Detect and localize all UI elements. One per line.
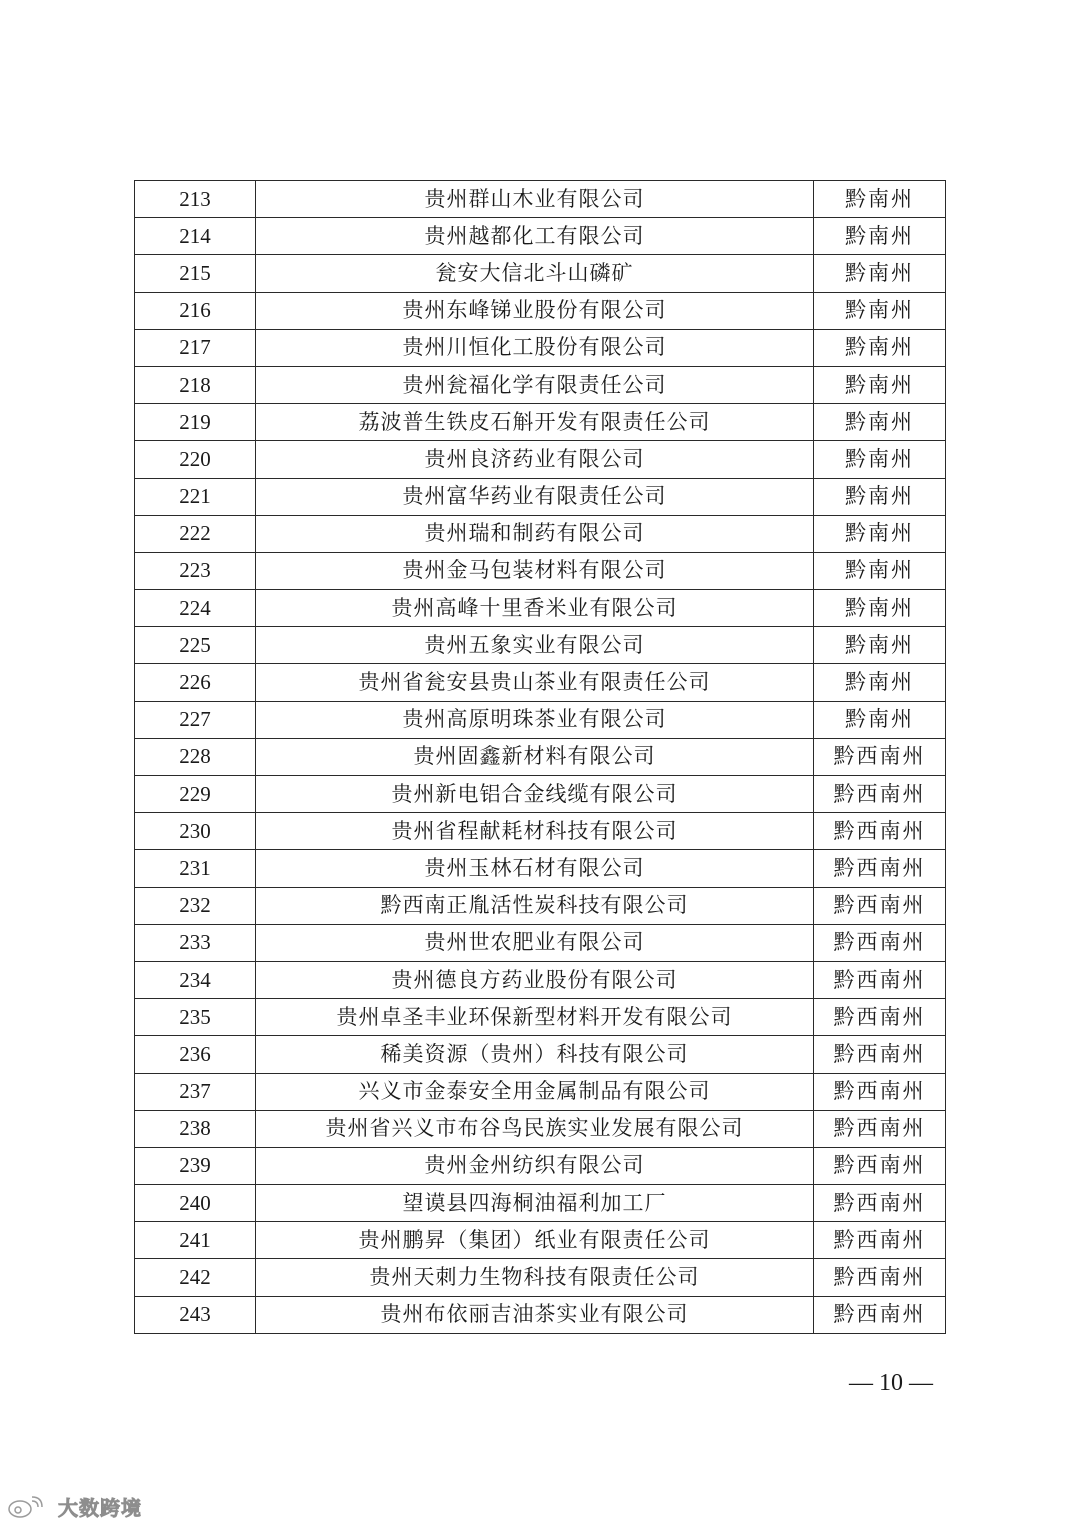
row-number-cell: 238 xyxy=(135,1110,256,1147)
region-cell: 黔南州 xyxy=(814,590,946,627)
table-row xyxy=(135,664,946,701)
company-name-cell: 贵州天刺力生物科技有限责任公司 xyxy=(256,1259,814,1296)
region-cell: 黔南州 xyxy=(814,552,946,589)
row-number-cell: 225 xyxy=(135,627,256,664)
region-cell: 黔南州 xyxy=(814,478,946,515)
table-row xyxy=(135,1036,946,1073)
region-cell: 黔西南州 xyxy=(814,961,946,998)
row-number-cell: 227 xyxy=(135,701,256,738)
row-number-cell: 222 xyxy=(135,515,256,552)
table-row xyxy=(135,255,946,292)
region-cell: 黔南州 xyxy=(814,218,946,255)
company-name-cell: 贵州高原明珠茶业有限公司 xyxy=(256,701,814,738)
table-row xyxy=(135,850,946,887)
table-body xyxy=(135,181,946,1334)
watermark-text: 大数跨境 xyxy=(58,1496,142,1520)
company-name-cell: 贵州群山木业有限公司 xyxy=(256,181,814,218)
table-row xyxy=(135,1185,946,1222)
region-cell: 黔西南州 xyxy=(814,1259,946,1296)
region-cell: 黔西南州 xyxy=(814,850,946,887)
company-name-cell: 贵州世农肥业有限公司 xyxy=(256,924,814,961)
table-row xyxy=(135,515,946,552)
region-cell: 黔南州 xyxy=(814,181,946,218)
company-name-cell: 贵州新电铝合金线缆有限公司 xyxy=(256,776,814,813)
table-row xyxy=(135,329,946,366)
row-number-cell: 242 xyxy=(135,1259,256,1296)
row-number-cell: 219 xyxy=(135,404,256,441)
row-number-cell: 243 xyxy=(135,1296,256,1333)
table-row xyxy=(135,1259,946,1296)
table-row xyxy=(135,181,946,218)
row-number-cell: 213 xyxy=(135,181,256,218)
region-cell: 黔西南州 xyxy=(814,1185,946,1222)
company-name-cell: 贵州卓圣丰业环保新型材料开发有限公司 xyxy=(256,999,814,1036)
table-row xyxy=(135,1110,946,1147)
table-row xyxy=(135,1222,946,1259)
region-cell: 黔南州 xyxy=(814,366,946,403)
row-number-cell: 226 xyxy=(135,664,256,701)
table-row xyxy=(135,366,946,403)
region-cell: 黔南州 xyxy=(814,515,946,552)
company-name-cell: 瓮安大信北斗山磷矿 xyxy=(256,255,814,292)
row-number-cell: 216 xyxy=(135,292,256,329)
company-name-cell: 贵州省兴义市布谷鸟民族实业发展有限公司 xyxy=(256,1110,814,1147)
region-cell: 黔西南州 xyxy=(814,1073,946,1110)
company-name-cell: 贵州固鑫新材料有限公司 xyxy=(256,738,814,775)
company-name-cell: 黔西南正胤活性炭科技有限公司 xyxy=(256,887,814,924)
row-number-cell: 233 xyxy=(135,924,256,961)
company-name-cell: 贵州越都化工有限公司 xyxy=(256,218,814,255)
region-cell: 黔西南州 xyxy=(814,1296,946,1333)
row-number-cell: 234 xyxy=(135,961,256,998)
company-name-cell: 荔波普生铁皮石斛开发有限责任公司 xyxy=(256,404,814,441)
row-number-cell: 235 xyxy=(135,999,256,1036)
row-number-cell: 224 xyxy=(135,590,256,627)
row-number-cell: 214 xyxy=(135,218,256,255)
region-cell: 黔南州 xyxy=(814,255,946,292)
region-cell: 黔西南州 xyxy=(814,776,946,813)
region-cell: 黔南州 xyxy=(814,404,946,441)
region-cell: 黔南州 xyxy=(814,441,946,478)
row-number-cell: 236 xyxy=(135,1036,256,1073)
company-name-cell: 贵州瓮福化学有限责任公司 xyxy=(256,366,814,403)
region-cell: 黔西南州 xyxy=(814,999,946,1036)
row-number-cell: 241 xyxy=(135,1222,256,1259)
row-number-cell: 217 xyxy=(135,329,256,366)
row-number-cell: 218 xyxy=(135,366,256,403)
company-name-cell: 贵州鹏昇（集团）纸业有限责任公司 xyxy=(256,1222,814,1259)
table-row xyxy=(135,441,946,478)
company-name-cell: 贵州玉林石材有限公司 xyxy=(256,850,814,887)
page-number: — 10 — xyxy=(849,1370,933,1396)
row-number-cell: 223 xyxy=(135,552,256,589)
region-cell: 黔南州 xyxy=(814,292,946,329)
company-name-cell: 贵州川恒化工股份有限公司 xyxy=(256,329,814,366)
region-cell: 黔南州 xyxy=(814,627,946,664)
watermark xyxy=(6,1492,142,1521)
table-row xyxy=(135,404,946,441)
region-cell: 黔南州 xyxy=(814,664,946,701)
company-name-cell: 稀美资源（贵州）科技有限公司 xyxy=(256,1036,814,1073)
region-cell: 黔西南州 xyxy=(814,1110,946,1147)
region-cell: 黔西南州 xyxy=(814,813,946,850)
table-row xyxy=(135,813,946,850)
table-row xyxy=(135,924,946,961)
table-row xyxy=(135,627,946,664)
region-cell: 黔南州 xyxy=(814,701,946,738)
table-row xyxy=(135,1296,946,1333)
row-number-cell: 229 xyxy=(135,776,256,813)
region-cell: 黔西南州 xyxy=(814,1222,946,1259)
row-number-cell: 239 xyxy=(135,1147,256,1184)
company-name-cell: 贵州东峰锑业股份有限公司 xyxy=(256,292,814,329)
row-number-cell: 220 xyxy=(135,441,256,478)
company-name-cell: 望谟县四海桐油福利加工厂 xyxy=(256,1185,814,1222)
company-name-cell: 贵州省瓮安县贵山茶业有限责任公司 xyxy=(256,664,814,701)
region-cell: 黔西南州 xyxy=(814,924,946,961)
company-name-cell: 兴义市金泰安全用金属制品有限公司 xyxy=(256,1073,814,1110)
table-row xyxy=(135,478,946,515)
table-row xyxy=(135,701,946,738)
row-number-cell: 240 xyxy=(135,1185,256,1222)
company-name-cell: 贵州高峰十里香米业有限公司 xyxy=(256,590,814,627)
region-cell: 黔西南州 xyxy=(814,738,946,775)
row-number-cell: 237 xyxy=(135,1073,256,1110)
weibo-logo-icon xyxy=(6,1495,54,1519)
table-row xyxy=(135,552,946,589)
table-row xyxy=(135,776,946,813)
table-row xyxy=(135,961,946,998)
company-name-cell: 贵州金马包装材料有限公司 xyxy=(256,552,814,589)
table-row xyxy=(135,292,946,329)
row-number-cell: 232 xyxy=(135,887,256,924)
table-row xyxy=(135,887,946,924)
company-name-cell: 贵州布依丽吉油茶实业有限公司 xyxy=(256,1296,814,1333)
company-name-cell: 贵州金州纺织有限公司 xyxy=(256,1147,814,1184)
region-cell: 黔西南州 xyxy=(814,1036,946,1073)
region-cell: 黔西南州 xyxy=(814,1147,946,1184)
table-row xyxy=(135,1073,946,1110)
company-name-cell: 贵州五象实业有限公司 xyxy=(256,627,814,664)
table-row xyxy=(135,218,946,255)
company-name-cell: 贵州良济药业有限公司 xyxy=(256,441,814,478)
region-cell: 黔西南州 xyxy=(814,887,946,924)
company-name-cell: 贵州德良方药业股份有限公司 xyxy=(256,961,814,998)
table-row xyxy=(135,1147,946,1184)
table-row xyxy=(135,999,946,1036)
table-row xyxy=(135,738,946,775)
row-number-cell: 230 xyxy=(135,813,256,850)
row-number-cell: 215 xyxy=(135,255,256,292)
table-row xyxy=(135,590,946,627)
company-list-table xyxy=(134,180,946,1334)
region-cell: 黔南州 xyxy=(814,329,946,366)
company-name-cell: 贵州富华药业有限责任公司 xyxy=(256,478,814,515)
row-number-cell: 231 xyxy=(135,850,256,887)
row-number-cell: 228 xyxy=(135,738,256,775)
company-name-cell: 贵州省程献耗材科技有限公司 xyxy=(256,813,814,850)
company-name-cell: 贵州瑞和制药有限公司 xyxy=(256,515,814,552)
row-number-cell: 221 xyxy=(135,478,256,515)
